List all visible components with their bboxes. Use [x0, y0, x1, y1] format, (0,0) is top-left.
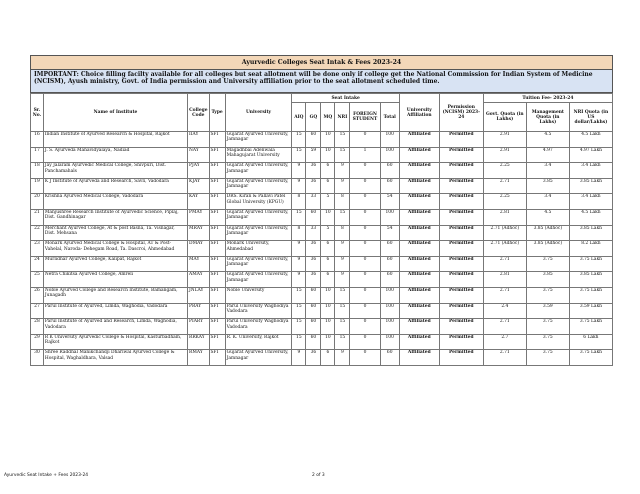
cell-nri-quota: 3.75 Lakh — [569, 287, 612, 303]
cell-foreign-student: 0 — [350, 178, 380, 194]
cell-mq: 6 — [321, 350, 335, 366]
cell-management-quota: 3.85 (Adhoc) — [526, 225, 569, 241]
cell-permission: Permitted — [439, 272, 483, 288]
cell-foreign-student: 0 — [350, 225, 380, 241]
cell-sr-no: 21 — [31, 209, 44, 225]
table-body — [31, 132, 613, 366]
cell-foreign-student: 0 — [350, 256, 380, 272]
cell-type: SFI — [209, 319, 225, 335]
cell-nri-quota: 4.5 Lakh — [569, 132, 612, 148]
cell-nri-quota: 6 Lakh — [569, 334, 612, 350]
cell-gq: 60 — [306, 287, 321, 303]
cell-college-code: PRAY — [188, 303, 210, 319]
cell-total: 60 — [380, 350, 399, 366]
cell-type: SFI — [209, 256, 225, 272]
cell-affiliation: Affiliated — [399, 256, 439, 272]
cell-nri: 15 — [335, 287, 350, 303]
table-row — [31, 225, 613, 241]
cell-permission: Permitted — [439, 303, 483, 319]
cell-college-code: MRAY — [188, 225, 210, 241]
cell-aiq: 9 — [292, 350, 306, 366]
cell-management-quota: 3.75 — [526, 319, 569, 335]
cell-sr-no: 16 — [31, 132, 44, 148]
cell-nri-quota: 3.85 Lakh — [569, 225, 612, 241]
cell-aiq: 15 — [292, 147, 306, 163]
header-sr-no: Sr. No. — [31, 94, 44, 132]
cell-permission: Permitted — [439, 163, 483, 179]
header-tuition-fee: Tuition Fee- 2023-24 — [483, 94, 612, 103]
cell-institute-name: K J Institute of Ayurveda and Research, Savli, Vadodara — [43, 178, 187, 194]
table-row — [31, 334, 613, 350]
cell-nri: 15 — [335, 319, 350, 335]
cell-institute-name: Manjushree Research Institute of Ayurvedic Science, Piplaj, Dist. Gandhinagar — [43, 209, 187, 225]
cell-permission: Permitted — [439, 319, 483, 335]
cell-total: 100 — [380, 287, 399, 303]
cell-type: SFI — [209, 178, 225, 194]
cell-permission: Permitted — [439, 178, 483, 194]
cell-nri: 15 — [335, 132, 350, 148]
cell-total: 54 — [380, 225, 399, 241]
cell-mq: 10 — [321, 209, 335, 225]
cell-gq: 60 — [306, 132, 321, 148]
cell-nri-quota: 3.85 Lakh — [569, 178, 612, 194]
cell-permission: Permitted — [439, 147, 483, 163]
cell-management-quota: 3.4 — [526, 163, 569, 179]
cell-nri-quota: 3.75 Lakh — [569, 256, 612, 272]
cell-aiq: 9 — [292, 256, 306, 272]
cell-mq: 10 — [321, 147, 335, 163]
header-university-affiliation: University Affiliation — [399, 94, 439, 132]
cell-aiq: 15 — [292, 287, 306, 303]
cell-university: Gujarat Ayurved University, Jamnagar — [225, 132, 292, 148]
cell-mq: 5 — [321, 225, 335, 241]
table-row — [31, 241, 613, 257]
cell-sr-no: 29 — [31, 334, 44, 350]
cell-management-quota: 4.97 — [526, 147, 569, 163]
seat-intake-table — [30, 93, 613, 366]
cell-aiq: 15 — [292, 303, 306, 319]
cell-aiq: 15 — [292, 334, 306, 350]
cell-college-code: NAY — [188, 147, 210, 163]
cell-sr-no: 20 — [31, 194, 44, 210]
cell-gq: 33 — [306, 225, 321, 241]
cell-foreign-student: 0 — [350, 287, 380, 303]
cell-management-quota: 3.85 (Adhoc) — [526, 241, 569, 257]
cell-affiliation: Affiliated — [399, 303, 439, 319]
cell-affiliation: Affiliated — [399, 287, 439, 303]
cell-institute-name: Krishna Ayurved Medical College, Vadodara — [43, 194, 187, 210]
cell-gq: 36 — [306, 350, 321, 366]
cell-university: Noble University — [225, 287, 292, 303]
cell-mq: 10 — [321, 334, 335, 350]
cell-type: SFI — [209, 287, 225, 303]
cell-university: Parul University Waghodiya Vadodara — [225, 303, 292, 319]
cell-gq: 60 — [306, 209, 321, 225]
cell-total: 60 — [380, 163, 399, 179]
cell-foreign-student: 0 — [350, 303, 380, 319]
cell-nri: 15 — [335, 303, 350, 319]
cell-type: SFI — [209, 350, 225, 366]
header-university: University — [225, 94, 292, 132]
cell-foreign-student: 0 — [350, 334, 380, 350]
cell-management-quota: 4.5 — [526, 209, 569, 225]
cell-institute-name: Noble Ayurved College and Research Institute, Bamangam, Junagadh — [43, 287, 187, 303]
cell-sr-no: 22 — [31, 225, 44, 241]
cell-affiliation: Affiliated — [399, 209, 439, 225]
header-nri: NRI — [335, 103, 350, 132]
cell-affiliation: Affiliated — [399, 334, 439, 350]
cell-mq: 10 — [321, 287, 335, 303]
table-row — [31, 194, 613, 210]
cell-govt-quota: 2.71 — [483, 178, 526, 194]
cell-university: Monark University, Ahmedabad — [225, 241, 292, 257]
cell-gq: 33 — [306, 194, 321, 210]
cell-aiq: 8 — [292, 194, 306, 210]
cell-management-quota: 3.85 — [526, 272, 569, 288]
cell-type: SFI — [209, 225, 225, 241]
cell-university: Gujarat Ayurved University, Jamnagar — [225, 350, 292, 366]
cell-sr-no: 28 — [31, 319, 44, 335]
cell-mq: 10 — [321, 132, 335, 148]
cell-institute-name: Jay Jalaram Ayurvedic Medical College, Shivpuri, Dist. Panchamahals — [43, 163, 187, 179]
cell-type: SFI — [209, 272, 225, 288]
cell-permission: Permitted — [439, 350, 483, 366]
cell-affiliation: Affiliated — [399, 319, 439, 335]
cell-college-code: PIARY — [188, 319, 210, 335]
cell-mq: 6 — [321, 272, 335, 288]
cell-govt-quota: 2.7 — [483, 334, 526, 350]
cell-institute-name: R K University Ayurvedic College & Hospital, Kasturbadham, Rajkot — [43, 334, 187, 350]
cell-sr-no: 26 — [31, 287, 44, 303]
cell-management-quota: 4.5 — [526, 132, 569, 148]
cell-govt-quota: 2.81 — [483, 209, 526, 225]
header-foreign-student: FOREIGN STUDENT — [350, 103, 380, 132]
header-type: Type — [209, 94, 225, 132]
cell-type: SFI — [209, 334, 225, 350]
cell-mq: 10 — [321, 303, 335, 319]
header-aiq: AIQ — [292, 103, 306, 132]
cell-college-code: RRKAY — [188, 334, 210, 350]
cell-mq: 6 — [321, 163, 335, 179]
cell-foreign-student: 0 — [350, 209, 380, 225]
cell-nri-quota: 3.59 Lakh — [569, 303, 612, 319]
cell-nri: 8 — [335, 194, 350, 210]
cell-institute-name: Parul Institute of Ayurved, Limda, Waghodia, Vadodara — [43, 303, 187, 319]
cell-university: Gujarat Ayurved University, Jamnagar — [225, 225, 292, 241]
cell-gq: 36 — [306, 241, 321, 257]
footer-document-name: Ayurvedic Seat Intake + Fees 2023-24 — [4, 473, 89, 478]
table-row — [31, 163, 613, 179]
cell-govt-quota: 2.25 — [483, 194, 526, 210]
header-management-quota: Management Quota (in Lakhs) — [526, 103, 569, 132]
cell-university: Gujarat Ayurved University, Jamnagar — [225, 256, 292, 272]
cell-total: 100 — [380, 132, 399, 148]
table-row — [31, 178, 613, 194]
cell-affiliation: Affiliated — [399, 350, 439, 366]
cell-aiq: 9 — [292, 178, 306, 194]
cell-institute-name: Merchant Ayurved College, At & post Basna, Ta. Visnagar, Dist. Mehsana — [43, 225, 187, 241]
document-title: Ayurvedic Colleges Seat Intak & Fees 2023-24 — [30, 55, 613, 69]
cell-sr-no: 27 — [31, 303, 44, 319]
cell-permission: Permitted — [439, 194, 483, 210]
cell-gq: 60 — [306, 334, 321, 350]
table-row — [31, 209, 613, 225]
cell-aiq: 9 — [292, 272, 306, 288]
cell-university: Magadhbai Adenwala Mahagujarat University — [225, 147, 292, 163]
cell-type: SFI — [209, 194, 225, 210]
table-row — [31, 272, 613, 288]
cell-nri-quota: 3.85 Lakh — [569, 272, 612, 288]
header-seat-intake: Seat Intake — [292, 94, 400, 103]
header-college-code: College Code — [188, 94, 210, 132]
cell-affiliation: Affiliated — [399, 241, 439, 257]
cell-aiq: 15 — [292, 132, 306, 148]
cell-affiliation: Affiliated — [399, 272, 439, 288]
cell-govt-quota: 2.71 — [483, 287, 526, 303]
cell-foreign-student: 0 — [350, 350, 380, 366]
header-nri-quota: NRI Quota (in US dollar/Lakhs) — [569, 103, 612, 132]
cell-govt-quota: 2.71 (Adhoc) — [483, 241, 526, 257]
cell-total: 100 — [380, 147, 399, 163]
cell-type: SFI — [209, 241, 225, 257]
cell-foreign-student: 0 — [350, 163, 380, 179]
cell-type: SFI — [209, 209, 225, 225]
cell-college-code: PJAY — [188, 163, 210, 179]
cell-nri: 9 — [335, 241, 350, 257]
cell-institute-name: Monark Ayurved Medical College & Hospital, AT & Post- Vahelal, Naroda- Dehegam Road, Ta. Dascroi, Ahmedabad — [43, 241, 187, 257]
cell-permission: Permitted — [439, 225, 483, 241]
cell-gq: 60 — [306, 303, 321, 319]
cell-nri: 9 — [335, 272, 350, 288]
header-permission: Permission (NCISM) 2023-24 — [439, 94, 483, 132]
cell-total: 60 — [380, 272, 399, 288]
cell-management-quota: 3.75 — [526, 350, 569, 366]
cell-college-code: IIAY — [188, 132, 210, 148]
cell-nri: 8 — [335, 225, 350, 241]
cell-foreign-student: 0 — [350, 132, 380, 148]
table-row — [31, 132, 613, 148]
cell-type: SFI — [209, 163, 225, 179]
cell-govt-quota: 2.91 — [483, 132, 526, 148]
cell-govt-quota: 2.71 — [483, 256, 526, 272]
cell-nri-quota: 4.97 Lakh — [569, 147, 612, 163]
cell-university: Gujarat Ayurved University, Jamnagar — [225, 178, 292, 194]
cell-sr-no: 30 — [31, 350, 44, 366]
cell-institute-name: Parul Institute of Ayurved and Research, Limda, Waghodia, Vadodara — [43, 319, 187, 335]
cell-total: 60 — [380, 256, 399, 272]
table-row — [31, 256, 613, 272]
cell-affiliation: Affiliated — [399, 163, 439, 179]
cell-college-code: AMAY — [188, 272, 210, 288]
cell-aiq: 9 — [292, 163, 306, 179]
header-gq: GQ — [306, 103, 321, 132]
cell-permission: Permitted — [439, 132, 483, 148]
cell-college-code: KAY — [188, 194, 210, 210]
header-total: Total — [380, 103, 399, 132]
cell-nri: 9 — [335, 350, 350, 366]
cell-institute-name: Murlidhar Ayurved College, Kalipat, Rajkot — [43, 256, 187, 272]
cell-nri-quota: 3.4 Lakh — [569, 163, 612, 179]
cell-type: SFI — [209, 147, 225, 163]
cell-total: 54 — [380, 194, 399, 210]
cell-college-code: DMAY — [188, 241, 210, 257]
table-row — [31, 319, 613, 335]
cell-gq: 36 — [306, 178, 321, 194]
cell-mq: 6 — [321, 178, 335, 194]
cell-institute-name: J. S. Ayurveda Mahavidyalaya, Nadiad — [43, 147, 187, 163]
cell-management-quota: 3.75 — [526, 334, 569, 350]
cell-management-quota: 3.4 — [526, 194, 569, 210]
cell-permission: Permitted — [439, 334, 483, 350]
cell-total: 100 — [380, 334, 399, 350]
cell-sr-no: 19 — [31, 178, 44, 194]
cell-nri: 15 — [335, 147, 350, 163]
cell-govt-quota: 2.4 — [483, 303, 526, 319]
cell-nri-quota: 4.5 Lakh — [569, 209, 612, 225]
header-mq: MQ — [321, 103, 335, 132]
cell-aiq: 9 — [292, 241, 306, 257]
cell-nri: 9 — [335, 178, 350, 194]
cell-affiliation: Affiliated — [399, 147, 439, 163]
cell-university: DRS. Kiran & Pallavi Patel Global University (KPGU) — [225, 194, 292, 210]
cell-college-code: KJAY — [188, 178, 210, 194]
cell-govt-quota: 2.71 (Adhoc) — [483, 225, 526, 241]
cell-affiliation: Affiliated — [399, 132, 439, 148]
cell-total: 60 — [380, 178, 399, 194]
cell-affiliation: Affiliated — [399, 225, 439, 241]
cell-mq: 10 — [321, 319, 335, 335]
cell-nri: 9 — [335, 256, 350, 272]
cell-gq: 36 — [306, 256, 321, 272]
cell-management-quota: 3.75 — [526, 287, 569, 303]
cell-govt-quota: 2.81 — [483, 272, 526, 288]
cell-total: 100 — [380, 319, 399, 335]
footer-page-number: 2 of 3 — [312, 473, 325, 478]
cell-institute-name: Shree Raddhal Manikchandji Dhariwal Ayurved College & Hospital, Waghaldhara, Valsad — [43, 350, 187, 366]
cell-college-code: JNLAY — [188, 287, 210, 303]
cell-college-code: MAY — [188, 256, 210, 272]
cell-foreign-student: 0 — [350, 241, 380, 257]
cell-nri-quota: 3.4 Lakh — [569, 194, 612, 210]
cell-sr-no: 18 — [31, 163, 44, 179]
cell-govt-quota: 2.91 — [483, 147, 526, 163]
table-row — [31, 350, 613, 366]
cell-govt-quota: 2.71 — [483, 350, 526, 366]
cell-govt-quota: 2.25 — [483, 163, 526, 179]
cell-permission: Permitted — [439, 241, 483, 257]
cell-foreign-student: 0 — [350, 194, 380, 210]
cell-nri: 15 — [335, 209, 350, 225]
cell-college-code: RMAY — [188, 350, 210, 366]
cell-govt-quota: 2.71 — [483, 319, 526, 335]
cell-permission: Permitted — [439, 287, 483, 303]
cell-sr-no: 17 — [31, 147, 44, 163]
cell-management-quota: 3.85 — [526, 178, 569, 194]
cell-university: Gujarat Ayurved University, Jamnagar — [225, 209, 292, 225]
cell-aiq: 15 — [292, 319, 306, 335]
cell-gq: 60 — [306, 319, 321, 335]
cell-gq: 59 — [306, 147, 321, 163]
cell-sr-no: 24 — [31, 256, 44, 272]
cell-nri-quota: 3.75 Lakh — [569, 350, 612, 366]
cell-total: 100 — [380, 303, 399, 319]
cell-permission: Permitted — [439, 209, 483, 225]
cell-college-code: PMAY — [188, 209, 210, 225]
cell-nri: 15 — [335, 334, 350, 350]
header-institute-name: Name of Institute — [43, 94, 187, 132]
cell-nri-quota: 8.2 Lakh — [569, 241, 612, 257]
cell-university: Parul University Waghodiya Vadodara — [225, 319, 292, 335]
cell-nri: 9 — [335, 163, 350, 179]
cell-institute-name: Netra Chikitsa Ayurved College, Amreli — [43, 272, 187, 288]
cell-university: Gujarat Ayurved University, Jamnagar — [225, 272, 292, 288]
cell-foreign-student: 0 — [350, 272, 380, 288]
cell-affiliation: Affiliated — [399, 194, 439, 210]
cell-gq: 36 — [306, 272, 321, 288]
cell-university: R. K. University, Rajkot — [225, 334, 292, 350]
cell-type: SFI — [209, 132, 225, 148]
cell-foreign-student: 1 — [350, 147, 380, 163]
cell-management-quota: 3.75 — [526, 256, 569, 272]
cell-institute-name: Indian Institute of Ayurved Research & Hospital, Rajkot — [43, 132, 187, 148]
cell-sr-no: 23 — [31, 241, 44, 257]
cell-mq: 6 — [321, 256, 335, 272]
cell-nri-quota: 3.75 Lakh — [569, 319, 612, 335]
cell-affiliation: Affiliated — [399, 178, 439, 194]
important-notice: IMPORTANT: Choice filling facilty available for all colleges but seat allotment will be done only if college get the National Commission for Indian System of Medicine (NCISM), Ayush ministry, Govt. of India permission and University affiliation prior to the seat allotment scheduled time. — [30, 69, 613, 93]
cell-sr-no: 25 — [31, 272, 44, 288]
cell-mq: 6 — [321, 241, 335, 257]
cell-aiq: 8 — [292, 225, 306, 241]
table-row — [31, 287, 613, 303]
cell-permission: Permitted — [439, 256, 483, 272]
cell-university: Gujarat Ayurved University, Jamnagar — [225, 163, 292, 179]
cell-total: 100 — [380, 209, 399, 225]
cell-gq: 36 — [306, 163, 321, 179]
cell-type: SFI — [209, 303, 225, 319]
cell-mq: 5 — [321, 194, 335, 210]
cell-total: 60 — [380, 241, 399, 257]
table-row — [31, 147, 613, 163]
cell-aiq: 15 — [292, 209, 306, 225]
cell-foreign-student: 0 — [350, 319, 380, 335]
table-row — [31, 303, 613, 319]
cell-management-quota: 3.59 — [526, 303, 569, 319]
header-govt-quota: Govt. Quota (in Lakhs) — [483, 103, 526, 132]
